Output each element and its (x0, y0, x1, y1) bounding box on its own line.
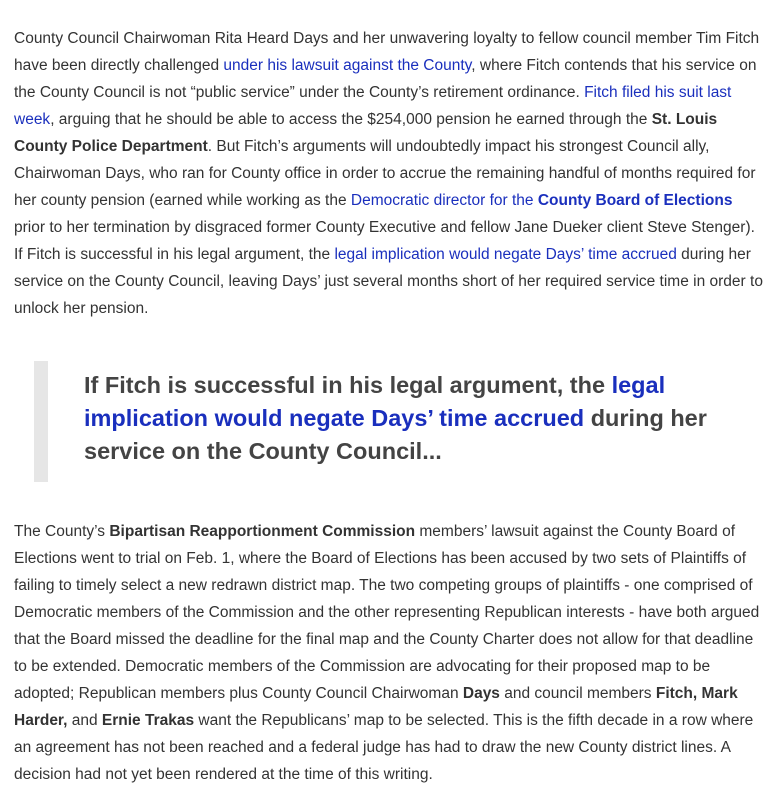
link-fitch-filed-suit[interactable]: Fitch filed his suit last week (14, 84, 732, 128)
link-board-of-elections-director[interactable] (351, 192, 733, 209)
pull-quote (34, 361, 766, 482)
text-span: want the Republicans’ map to be selected. This is the fifth decade in a row where an agreement has not been reached and a federal judge has had to draw the new County district lines. A decision had not yet been rendered at the time of this writing. (14, 712, 754, 783)
bold-commission: Bipartisan Reapportionment Commission (109, 523, 416, 540)
text-span: County Council Chairwoman Rita Heard Days and her unwavering loyalty to fellow council member Tim Fitch have been directly challenged (14, 30, 760, 74)
text-span: and (67, 712, 102, 729)
quote-link-legal-implication[interactable]: legal implication would negate Days’ time accrued (84, 372, 666, 431)
link-bold-text: County Board of Elections (537, 192, 733, 209)
text-span: , where Fitch contends that his service on the County Council is not “public service” under the County’s retirement ordinance. (14, 57, 757, 101)
paragraph-reapportionment (14, 518, 766, 788)
bold-days: Days (462, 685, 500, 702)
link-lawsuit-against-county[interactable]: under his lawsuit against the County (223, 57, 472, 74)
quote-text: during her service on the County Council... (84, 405, 707, 464)
text-span: . But Fitch’s arguments will undoubtedly impact his strongest Council ally, Chairwoman Days, who ran for County office in order to accrue the remaining handful of months required for her county pension (earned while working as the (14, 138, 756, 209)
text-span: The County’s (14, 523, 110, 540)
text-span: members’ lawsuit against the County Board of Elections went to trial on Feb. 1, where the Board of Elections has been accused by two sets of Plaintiffs of failing to timely select a new redrawn district map. The two competing groups of plaintiffs - one comprised of Democratic members of the Commission and the other representing Republican interests - have both argued that the Board missed the deadline for the final map and the County Charter does not allow for that deadline to be extended. Democratic members of the Commission are advocating for their proposed map to be adopted; Republican members plus County Council Chairwoman (14, 523, 760, 702)
text-span: prior to her termination by disgraced former County Executive and fellow Jane Dueker client Steve Stenger). If Fitch is successful in his legal argument, the (14, 219, 755, 263)
bold-fitch-harder: Fitch, Mark Harder, (14, 685, 738, 729)
quote-text: If Fitch is successful in his legal argument, the (84, 372, 612, 398)
article-body (14, 25, 766, 788)
text-span: , arguing that he should be able to access the $254,000 pension he earned through the (50, 111, 652, 128)
link-text: Democratic director for the (350, 192, 538, 209)
text-span: during her service on the County Council, leaving Days’ just several months short of her required service time in order to unlock her pension. (14, 246, 763, 317)
bold-police-department: St. Louis County Police Department (14, 111, 718, 155)
paragraph-fitch-lawsuit (14, 25, 766, 322)
text-span: and council members (499, 685, 656, 702)
link-legal-implication[interactable]: legal implication would negate Days’ time accrued (334, 246, 677, 263)
bold-trakas: Ernie Trakas (101, 712, 195, 729)
